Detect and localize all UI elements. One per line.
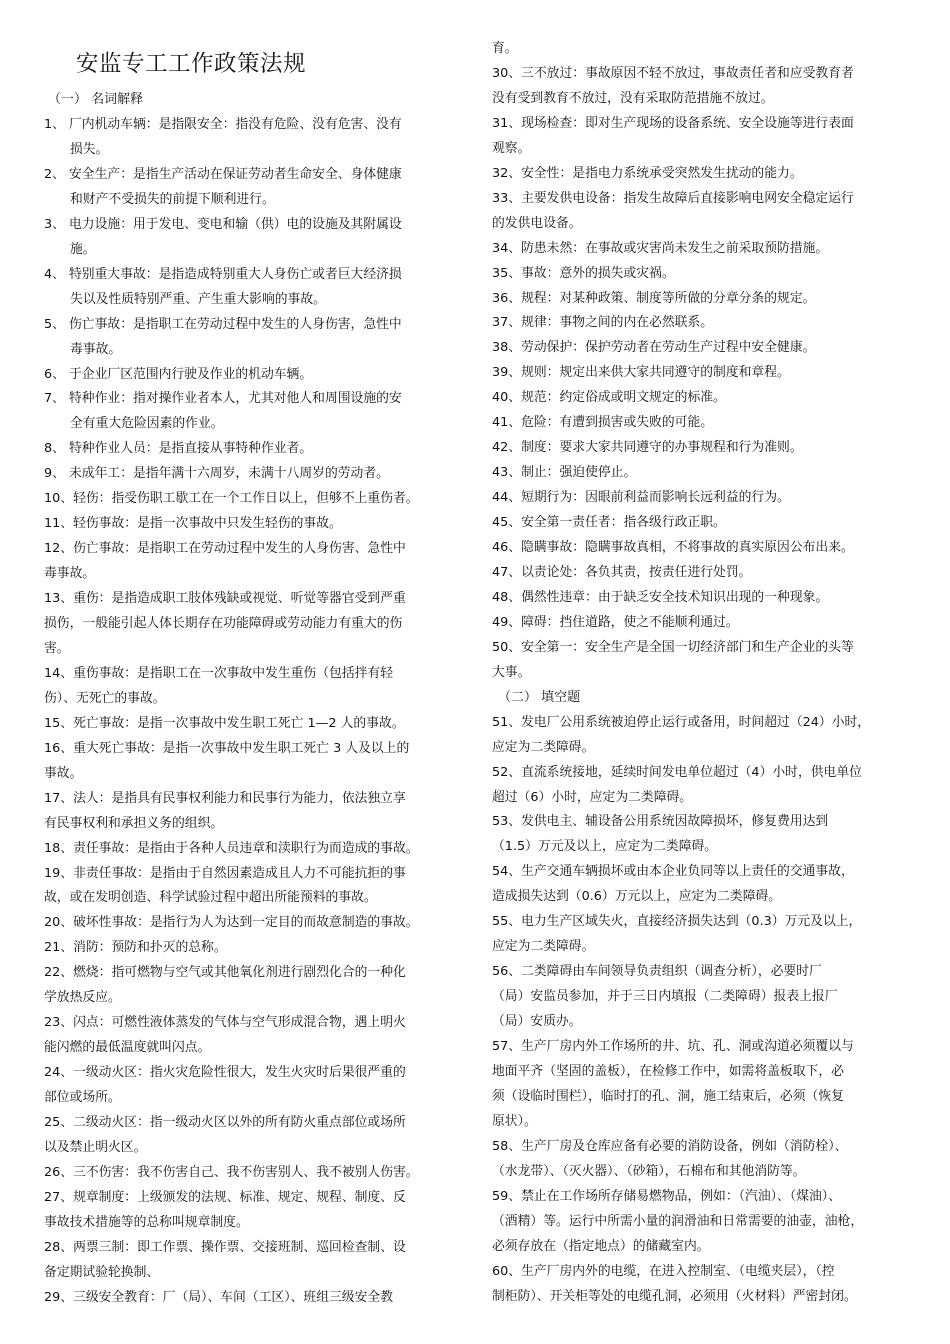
- text-line: 失以及性质特别严重、产生重大影响的事故。: [70, 291, 326, 307]
- text-line: 25、二级动火区：指一级动火区以外的所有防火重点部位或场所: [44, 1115, 406, 1130]
- text-line: 10、轻伤：指受伤职工歇工在一个工作日以上，但够不上重伤者。: [44, 491, 419, 507]
- text-line: 大事。: [492, 664, 531, 680]
- text-line: 部位或场所。: [44, 1090, 121, 1106]
- text-line: 故，或在发明创造、科学试验过程中超出所能预料的事故。: [44, 890, 377, 906]
- text-line: 必须存放在（指定地点）的储藏室内。: [492, 1238, 710, 1254]
- text-line: 46、隐瞒事故：隐瞒事故真相，不将事故的真实原因公布出来。: [492, 540, 854, 555]
- text-line: 47、以责论处：各负其责，按责任进行处罚。: [492, 564, 752, 580]
- text-line: 30、三不放过：事故原因不轻不放过，事故责任者和应受教育者: [492, 65, 854, 81]
- text-line: 以及禁止明火区。: [44, 1139, 147, 1155]
- text-line: 42、制度：要求大家共同遵守的办事规程和行为准则。: [492, 440, 803, 456]
- text-line: 23、闪点：可燃性液体蒸发的气体与空气形成混合物，遇上明火: [44, 1015, 406, 1031]
- text-line: 6、 于企业厂区范围内行驶及作业的机动车辆。: [44, 366, 313, 382]
- text-line: 52、直流系统接地，延续时间发电单位超过（4）小时，供电单位: [492, 764, 862, 780]
- text-line: 应定为二类障碍。: [492, 739, 595, 755]
- text-line: 36、规程：对某种政策、制度等所做的分章分条的规定。: [492, 290, 816, 306]
- section-heading: （一） 名词解释: [48, 92, 144, 107]
- text-line: （局）安质办。: [492, 1014, 582, 1030]
- text-line: 2、 安全生产：是指生产活动在保证劳动者生命安全、身体健康: [44, 166, 402, 182]
- text-line: 的发供电设备。: [492, 215, 582, 231]
- text-line: 50、安全第一：安全生产是全国一切经济部门和生产企业的头等: [492, 639, 854, 655]
- text-line: 没有受到教育不放过，没有采取防范措施不放过。: [492, 90, 774, 106]
- text-line: 造成损失达到（0.6）万元以上，应定为二类障碍。: [492, 889, 782, 905]
- text-line: 能闪燃的最低温度就叫闪点。: [44, 1040, 211, 1056]
- text-line: 24、一级动火区：指火灾危险性很大，发生火灾时后果很严重的: [44, 1065, 406, 1081]
- text-line: 59、禁止在工作场所存储易燃物品，例如：（汽油）、（煤油）、: [492, 1188, 841, 1204]
- text-line: 40、规范：约定俗成或明文规定的标准。: [492, 390, 726, 406]
- text-line: 44、短期行为：因眼前利益而影响长远利益的行为。: [492, 490, 790, 506]
- text-line: 55、电力生产区域失火，直接经济损失达到（0.3）万元及以上，: [492, 914, 862, 930]
- text-line: 18、责任事故：是指由于各种人员违章和渎职行为而造成的事故。: [44, 840, 419, 856]
- page-title: 安监专工工作政策法规: [76, 51, 307, 77]
- text-line: 损失。: [70, 141, 109, 157]
- text-line: 11、轻伤事故：是指一次事故中只发生轻伤的事故。: [44, 516, 342, 532]
- text-line: 37、规律：事物之间的内在必然联系。: [492, 315, 714, 331]
- text-line: 34、防患未然：在事故或灾害尚未发生之前采取预防措施。: [492, 240, 829, 256]
- text-line: 56、二类障碍由车间领导负责组织（调查分析），必要时厂: [492, 964, 822, 980]
- text-line: 17、法人：是指具有民事权利能力和民事行为能力，依法独立享: [44, 790, 406, 806]
- text-line: 和财产不受损失的前提下顺利进行。: [70, 191, 275, 207]
- section-heading: （二） 填空题: [498, 689, 581, 705]
- text-line: 超过（6）小时，应定为二类障碍。: [492, 789, 693, 805]
- text-line: 5、 伤亡事故：是指职工在劳动过程中发生的人身伤害，急性中: [44, 316, 402, 332]
- text-line: 1、 厂内机动车辆：是指限安全：指没有危险、没有危害、没有: [44, 117, 402, 132]
- text-line: 45、安全第一责任者：指各级行政正职。: [492, 515, 726, 531]
- text-line: 3、 电力设施：用于发电、变电和输（供）电的设施及其附属设: [44, 216, 402, 232]
- text-line: 13、重伤：是指造成职工肢体残缺或视觉、听觉等器官受到严重: [44, 591, 406, 607]
- text-line: 事故技术措施等的总称叫规章制度。: [44, 1214, 249, 1230]
- text-line: 害。: [44, 640, 70, 656]
- text-line: 16、重大死亡事故：是指一次事故中发生职工死亡 3 人及以上的: [44, 740, 410, 756]
- text-line: 毒事故。: [44, 566, 96, 582]
- text-line: 41、危险：有遭到损害或失败的可能。: [492, 415, 714, 431]
- text-line: 观察。: [492, 140, 531, 156]
- text-line: 备定期试验轮换制、: [44, 1264, 160, 1280]
- text-line: 20、破坏性事故：是指行为人为达到一定目的而故意制造的事故。: [44, 915, 419, 931]
- text-line: （酒精）等。运行中所需小量的润滑油和日常需要的油壶，油枪，: [492, 1213, 864, 1229]
- text-line: 12、伤亡事故：是指职工在劳动过程中发生的人身伤害、急性中: [44, 541, 406, 557]
- text-line: 32、安全性：是指电力系统承受突然发生扰动的能力。: [492, 165, 803, 181]
- text-line: （水龙带）、（灭火器）、（砂箱），石棉布和其他消防等。: [492, 1163, 806, 1179]
- text-line: 26、三不伤害：我不伤害自己、我不伤害别人、我不被别人伤害。: [44, 1164, 419, 1180]
- text-line: 38、劳动保护：保护劳动者在劳动生产过程中安全健康。: [492, 340, 816, 356]
- text-line: 育。: [492, 41, 518, 56]
- text-line: 43、制止：强迫使停止。: [492, 465, 637, 481]
- text-line: 15、死亡事故：是指一次事故中发生职工死亡 1—2 人的事故。: [44, 715, 405, 731]
- text-line: 49、障碍：挡住道路，使之不能顺利通过。: [492, 614, 739, 630]
- text-line: 48、偶然性违章：由于缺乏安全技术知识出现的一种现象。: [492, 589, 829, 605]
- text-line: （1.5）万元及以上，应定为二类障碍。: [492, 839, 718, 855]
- text-line: 学放热反应。: [44, 990, 121, 1006]
- text-line: 损伤，一般能引起人体长期存在功能障碍或劳动能力有重大的伤: [44, 616, 403, 631]
- text-line: 51、发电厂公用系统被迫停止运行或备用，时间超过（24）小时，: [492, 714, 871, 730]
- text-line: 57、生产厂房内外工作场所的井、坑、孔、洞或沟道必须覆以与: [492, 1039, 854, 1054]
- text-line: 21、消防：预防和扑灭的总称。: [44, 940, 227, 956]
- text-line: 毒事故。: [70, 341, 122, 357]
- text-line: 施。: [70, 241, 96, 257]
- text-line: 28、两票三制：即工作票、操作票、交接班制、巡回检查制、设: [44, 1239, 406, 1255]
- text-line: 应定为二类障碍。: [492, 939, 595, 955]
- text-line: 39、规则：规定出来供大家共同遵守的制度和章程。: [492, 365, 790, 381]
- text-line: 29、三级安全教育：厂（局）、车间（工区）、班组三级安全教: [44, 1289, 393, 1305]
- text-line: 22、燃烧：指可燃物与空气或其他氧化剂进行剧烈化合的一种化: [44, 965, 406, 981]
- text-line: 19、非责任事故：是指由于自然因素造成且人力不可能抗拒的事: [44, 865, 406, 881]
- text-line: 9、 未成年工：是指年满十六周岁，未满十八周岁的劳动者。: [44, 466, 389, 482]
- text-line: 有民事权利和承担义务的组织。: [44, 815, 224, 831]
- text-line: 35、事故：意外的损失或灾祸。: [492, 265, 675, 281]
- text-line: 53、发供电主、辅设备公用系统因故障损坏，修复费用达到: [492, 814, 829, 830]
- text-line: 54、生产交通车辆损坏或由本企业负同等以上责任的交通事故，: [492, 864, 854, 880]
- text-line: 27、规章制度：上级颁发的法规、标准、规定、规程、制度、反: [44, 1189, 406, 1205]
- text-line: （局）安监员参加，并于三日内填报（二类障碍）报表上报厂: [492, 989, 838, 1005]
- text-line: 伤）、无死亡的事故。: [44, 690, 166, 706]
- text-line: 8、 特种作业人员：是指直接从事特种作业者。: [44, 441, 313, 457]
- text-line: 事故。: [44, 765, 83, 781]
- text-line: 58、生产厂房及仓库应备有必要的消防设备，例如（消防栓）、: [492, 1138, 848, 1154]
- text-line: 原状）。: [492, 1113, 537, 1129]
- text-line: 7、 特种作业：指对操作业者本人，尤其对他人和周围设施的安: [44, 391, 402, 407]
- text-line: 60、生产厂房内外的电缆，在进入控制室、（电缆夹层），（控: [492, 1263, 835, 1279]
- text-line: 制柜防）、开关柜等处的电缆孔洞，必须用（火材料）严密封闭。: [492, 1288, 857, 1304]
- text-line: 33、主要发供电设备：指发生故障后直接影响电网安全稳定运行: [492, 190, 854, 206]
- text-line: 14、重伤事故：是指职工在一次事故中发生重伤（包括拌有轻: [44, 665, 394, 681]
- text-line: 地面平齐（坚固的盖板），在检修工作中，如需将盖板取下，必: [492, 1063, 844, 1079]
- text-line: 全有重大危险因素的作业。: [70, 416, 224, 432]
- text-line: 31、现场检查：即对生产现场的设备系统、安全设施等进行表面: [492, 115, 854, 131]
- text-line: 须（设临时围栏），临时打的孔、洞，施工结束后，必须（恢复: [492, 1088, 844, 1104]
- text-line: 4、 特别重大事故：是指造成特别重大人身伤亡或者巨大经济损: [44, 266, 402, 282]
